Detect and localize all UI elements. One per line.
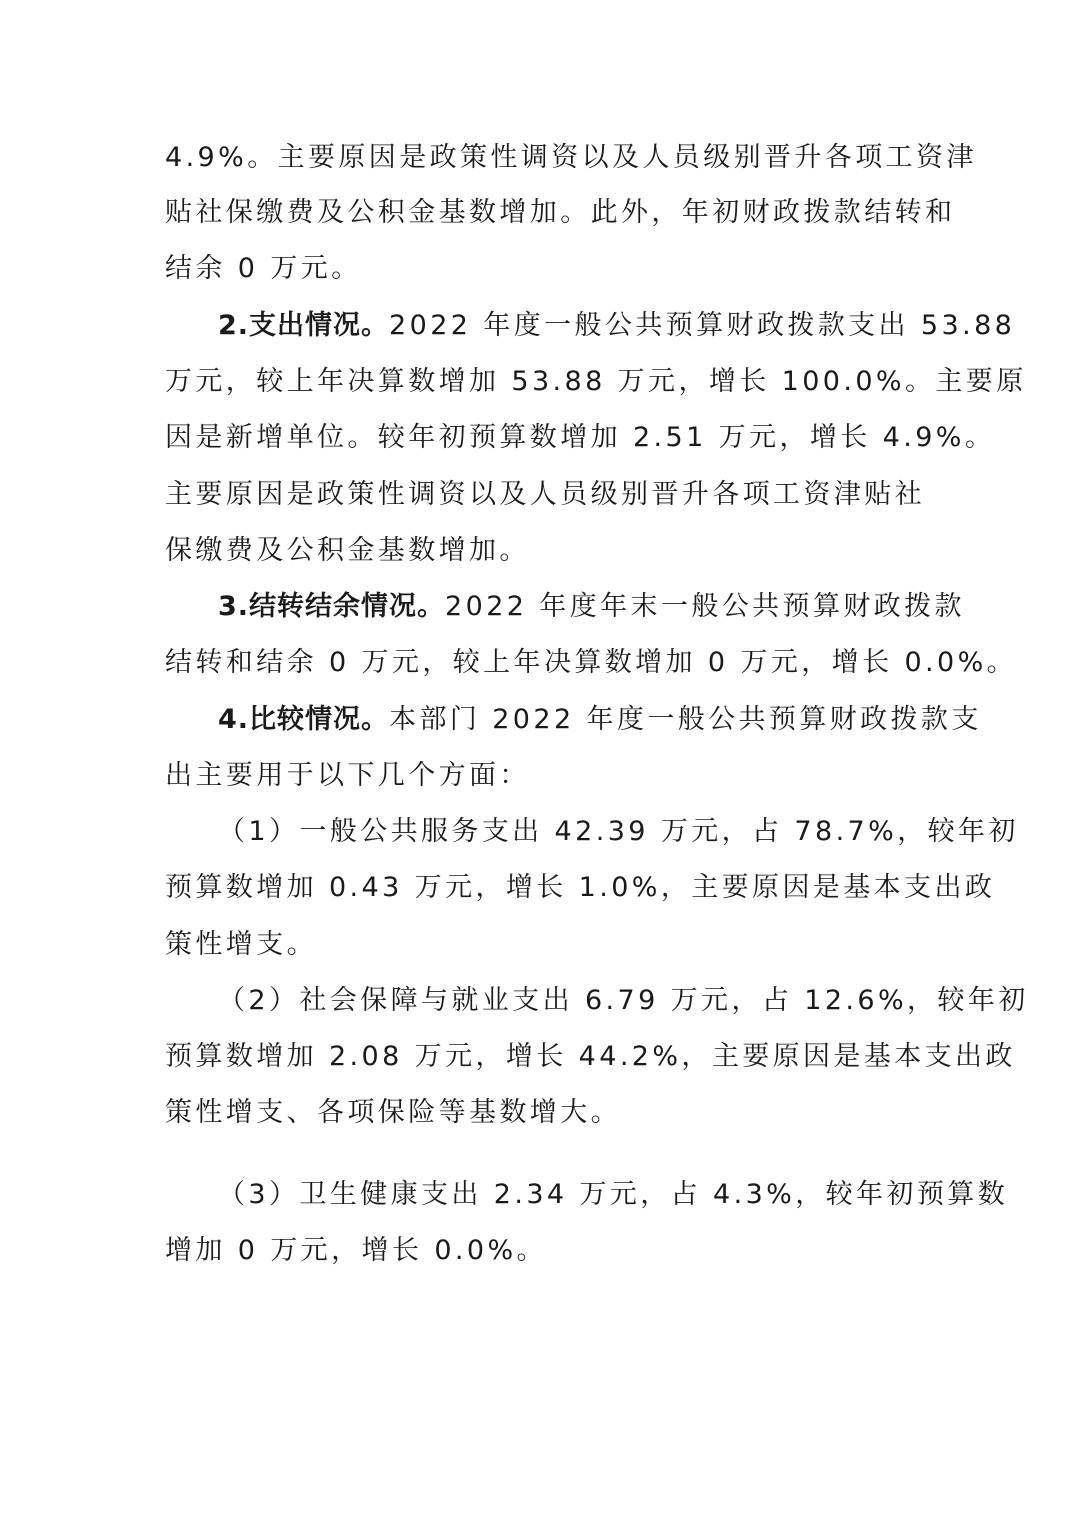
- text-line: 预算数增加 0.43 万元，增长 1.0%，主要原因是基本支出政: [165, 872, 996, 903]
- text-line: （1）一般公共服务支出 42.39 万元，占 78.7%，较年初: [218, 816, 1019, 847]
- text-line: 结余 0 万元。: [165, 253, 362, 284]
- text-line: 预算数增加 2.08 万元，增长 44.2%，主要原因是基本支出政: [165, 1041, 1016, 1072]
- text-line: 因是新增单位。较年初预算数增加 2.51 万元，增长 4.9%。: [165, 422, 996, 453]
- section-paragraph-3: [218, 587, 965, 627]
- text-run: 2022 年度一般公共预算财政拨款支出 53.88: [389, 310, 1016, 341]
- section-paragraph-4: [218, 700, 982, 740]
- text-line: 策性增支、各项保险等基数增大。: [165, 1097, 621, 1128]
- text-line: 主要原因是政策性调资以及人员级别晋升各项工资津贴社: [165, 479, 925, 510]
- text-line: 出主要用于以下几个方面：: [165, 760, 530, 791]
- text-run: 2022 年度年末一般公共预算财政拨款: [445, 591, 965, 622]
- text-line: （2）社会保障与就业支出 6.79 万元，占 12.6%，较年初: [218, 985, 1029, 1016]
- section-paragraph-2: [218, 306, 1015, 346]
- section-heading-carryover: 3.结转结余情况。: [218, 591, 446, 622]
- text-run: 本部门 2022 年度一般公共预算财政拨款支: [389, 704, 982, 735]
- text-line: 策性增支。: [165, 929, 317, 960]
- section-heading-expenditure: 2.支出情况。: [218, 310, 390, 341]
- text-line: （3）卫生健康支出 2.34 万元，占 4.3%，较年初预算数: [218, 1179, 1009, 1210]
- text-line: 4.9%。主要原因是政策性调资以及人员级别晋升各项工资津: [165, 142, 977, 173]
- text-line: 增加 0 万元，增长 0.0%。: [165, 1235, 547, 1266]
- text-line: 保缴费及公积金基数增加。: [165, 535, 530, 566]
- text-line: 万元，较上年决算数增加 53.88 万元，增长 100.0%。主要原: [165, 366, 1027, 397]
- text-line: 结转和结余 0 万元，较上年决算数增加 0 万元，增长 0.0%。: [165, 647, 1018, 678]
- text-line: 贴社保缴费及公积金基数增加。此外，年初财政拨款结转和: [165, 197, 956, 228]
- section-heading-comparison: 4.比较情况。: [218, 704, 390, 735]
